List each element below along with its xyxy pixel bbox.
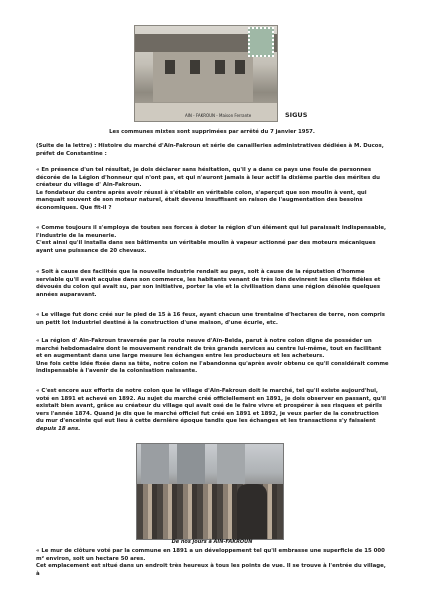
text-line: vers l'année 1874. Quand je dis que le marché officiel fut créé en 1891 et 1892, je veux parler de la construction: [36, 410, 379, 417]
text-line: existait bien avant, grâce au créateur du village qui avait osé de le faire vivre et prospérer à ses risques et périls: [36, 403, 383, 410]
text-line: l'industrie de la meunerie.: [36, 232, 117, 239]
text-line: serviable qu'il avait acquise dans son commerce, les habitants venant de très loin devinrent les clients fidèles et: [36, 276, 381, 283]
text-line: « Soit à cause des facilités que la nouvelle industrie rendait au pays, soit à cause de la réputation d'homme: [36, 269, 365, 275]
market-photo-caption: De nos jours à AIN-FAKROUN: [171, 539, 253, 545]
paragraph-intro: [36, 143, 390, 158]
postage-stamp-icon: [248, 27, 274, 57]
text-line: C'est ainsi qu'il installa dans ses bâtiments un véritable moulin à vapeur actionné par des moteurs mécaniques: [36, 240, 376, 247]
text-line: ayant une puissance de 20 chevaux.: [36, 247, 147, 254]
text-line: « Le mur de clôture voté par la commune en 1891 a un développement tel qu'il embrasse une superficie de 15 000: [36, 548, 385, 554]
text-line: marché hebdomadaire dont le mouvement rendrait de très grands services au centre lui-même, tout en facilitant: [36, 345, 382, 352]
text-line: depuis 18 ans.: [36, 425, 81, 432]
market-photo: [136, 443, 284, 540]
text-line: économiques. Que fit-il ?: [36, 204, 112, 211]
text-line: manquait souvent de son moteur naturel, était devenu insuffisant en raison de l'augmentation des besoins: [36, 197, 363, 204]
photo-caption: AIN - FAKROUN - Maison Ferrante: [185, 113, 252, 118]
paragraph-5: [36, 338, 390, 376]
sigus-label: SIGUS: [285, 111, 308, 119]
text-line: un petit lot industriel destiné à la construction d'une maison, d'une écurie, etc.: [36, 319, 278, 326]
text-line: Le fondateur du centre après avoir réussi à s'établir en véritable colon, s'aperçut que son moulin à vent, qui: [36, 189, 367, 196]
text-line: (Suite de la lettre) : Histoire du marché d'Aïn-Fakroun et série de canailleries administratives dédiées à M. Ducos,: [36, 143, 384, 149]
text-line: et en augmentant dans une large mesure les échanges entre les producteurs et les acheteurs.: [36, 353, 325, 360]
text-line: « C'est encore aux efforts de notre colon que le village d'Aïn-Fakroun doit le marché, tel qu'il existe aujourd'hui,: [36, 388, 378, 394]
text-line: Cet emplacement est situé dans un endroit très heureux à tous les points de vue. Il se trouve à l'entrée du village, à: [36, 563, 386, 577]
text-line: du mur d'enceinte qui eut lieu à cette dernière époque tandis que les échanges et les transactions s'y faisaient: [36, 418, 376, 425]
text-line: préfet de Constantine :: [36, 150, 107, 157]
text-line: dévoués du colon qui avait su, par son initiative, porter la vie et la civilisation dans une région désolée quelques: [36, 284, 381, 291]
text-line: voté en 1891 et achevé en 1892. Au sujet du marché créé officiellement en 1891, je dois observer en passant, qu'il: [36, 395, 386, 402]
paragraph-2: [36, 225, 390, 255]
paragraph-7: [36, 548, 390, 578]
text-line: Une fois cette idée fixée dans sa tête, notre colon ne l'abandonna qu'après avoir obtenu ce qu'il considérait comme: [36, 360, 389, 367]
text-line: m² environ, soit un hectare 50 ares.: [36, 555, 146, 562]
text-line: « Comme toujours il s'employa de toutes ses forces à doter la région d'un élément qui lui paraissait indispensable,: [36, 225, 387, 231]
main-caption: Les communes mixtes sont supprimées par arrêté du 7 janvier 1957.: [109, 129, 315, 135]
text-line: décorée de la Légion d'honneur qui n'ont pas, et qui n'auront jamais à leur actif la dixième partie des mérites du: [36, 174, 380, 181]
paragraph-1: [36, 167, 390, 213]
text-line: « Le village fut donc créé sur le pied de 15 à 16 feux, ayant chacun une trentaine d'hectares de terre, non compris: [36, 312, 385, 318]
text-line: créateur du village d' Aïn-Fakroun.: [36, 182, 142, 189]
text-line: indispensable à l'avenir de la colonisation naissante.: [36, 368, 198, 375]
text-line: années auparavant.: [36, 291, 97, 298]
paragraph-6: [36, 388, 390, 434]
paragraph-3: [36, 269, 390, 299]
text-line: « En présence d'un tel résultat, je dois déclarer sans hésitation, qu'il y a dans ce pays une foule de personnes: [36, 167, 372, 173]
text-line: « La région d' Aïn-Fakroun traversée par la route neuve d'Aïn-Beïda, parut à notre colon digne de posséder un: [36, 338, 372, 344]
paragraph-4: [36, 312, 390, 327]
